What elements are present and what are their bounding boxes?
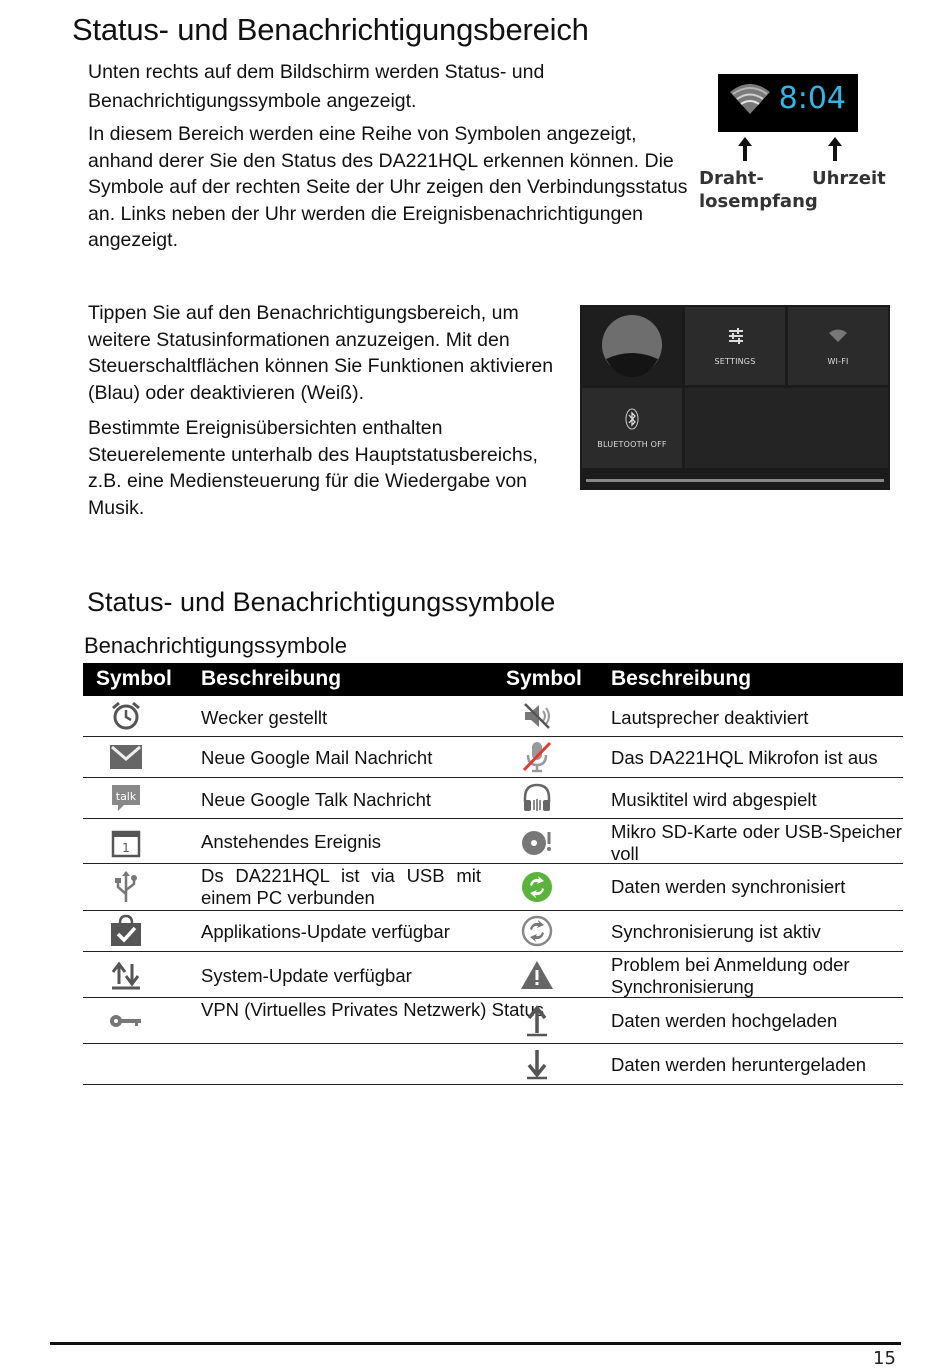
download-icon xyxy=(520,1047,554,1081)
notification-symbols-table xyxy=(83,663,903,1085)
warning-icon xyxy=(520,958,554,992)
header-symbol-left: Symbol xyxy=(96,667,172,690)
arrow-up-icon xyxy=(737,136,753,162)
calendar-icon xyxy=(109,826,143,860)
panel-handle[interactable] xyxy=(586,479,884,482)
vpn-key-icon xyxy=(109,1004,143,1038)
app-update-icon xyxy=(109,914,143,948)
speaker-muted-icon xyxy=(520,699,554,733)
description-cell: Musiktitel wird abgespielt xyxy=(611,789,817,810)
table-row xyxy=(83,952,903,998)
sd-card-full-icon xyxy=(520,825,554,859)
header-symbol-right: Symbol xyxy=(506,667,582,690)
bluetooth-tile-label: BLUETOOTH OFF xyxy=(597,440,667,449)
subsection-heading: Benachrichtigungssymbole xyxy=(84,633,347,658)
page-heading: Status- und Benachrichtigungsbereich xyxy=(72,12,589,47)
alarm-clock-icon xyxy=(109,699,143,733)
status-bar-image xyxy=(718,74,858,132)
mic-muted-icon xyxy=(520,740,554,774)
description-cell: Neue Google Mail Nachricht xyxy=(201,747,433,768)
settings-tile[interactable] xyxy=(685,307,785,385)
empty-tile xyxy=(685,388,888,468)
description-cell: Synchronisierung ist aktiv xyxy=(611,921,821,942)
quick-settings-panel xyxy=(580,305,890,490)
system-update-icon xyxy=(109,958,143,992)
table-row xyxy=(83,911,903,952)
header-description-right: Beschreibung xyxy=(611,667,752,690)
time-label: Uhrzeit xyxy=(812,168,886,189)
table-header xyxy=(83,663,903,696)
table-row xyxy=(83,864,903,911)
talk-icon xyxy=(109,781,143,815)
wireless-label: Draht- losempfang xyxy=(699,168,818,212)
description-cell: System-Update verfügbar xyxy=(201,965,412,986)
wifi-icon xyxy=(730,82,770,121)
controls-paragraph: Bestimmte Ereignisübersichten enthalten Steuerelemente unterhalb des Hauptstatusbereichs, z.B. eine Mediensteuerung für die Wiedergabe von Musik. xyxy=(88,417,538,519)
settings-tile-label: SETTINGS xyxy=(714,357,756,366)
description-cell: Daten werden hochgeladen xyxy=(611,1010,838,1031)
description-cell: Anstehendes Ereignis xyxy=(201,831,381,852)
svg-text:1: 1 xyxy=(122,841,130,855)
description-cell: Daten werden synchronisiert xyxy=(611,876,846,897)
wifi-icon xyxy=(829,329,847,343)
intro-paragraph: Unten rechts auf dem Bildschirm werden Status- und Benachrichtigungssymbole angezeigt. xyxy=(88,61,545,112)
description-cell: Wecker gestellt xyxy=(201,707,328,728)
gmail-icon xyxy=(109,740,143,774)
table-row xyxy=(83,819,903,864)
headphones-icon xyxy=(520,781,554,815)
status-clock: 8:04 xyxy=(778,81,846,116)
user-tile xyxy=(582,307,682,385)
page-number: 15 xyxy=(873,1348,896,1369)
bluetooth-icon xyxy=(625,408,639,430)
arrow-up-icon xyxy=(827,136,843,162)
description-cell: Applikations-Update verfügbar xyxy=(201,921,450,942)
description-cell: Ds DA221HQL ist via USB mit einem PC verbunden xyxy=(201,865,481,908)
description-cell: VPN (Virtuelles Privates Netzwerk) Status xyxy=(201,999,545,1020)
upload-icon xyxy=(520,1004,554,1038)
avatar-icon xyxy=(582,307,682,385)
table-row xyxy=(83,696,903,737)
header-description-left: Beschreibung xyxy=(201,667,342,690)
description-cell: Daten werden heruntergeladen xyxy=(611,1054,867,1075)
description-cell: Neue Google Talk Nachricht xyxy=(201,789,432,810)
tap-paragraph: Tippen Sie auf den Benachrichtigungsbereich, um weitere Statusinformationen anzuzeigen. Mit den Steuerschaltflächen können Sie Funktionen aktivieren (Blau) oder deaktivieren (Weiß). xyxy=(88,302,554,404)
svg-text:talk: talk xyxy=(115,790,137,803)
section-heading: Status- und Benachrichtigungssymbole xyxy=(87,587,556,617)
table-row xyxy=(83,998,903,1044)
usb-icon xyxy=(109,870,143,904)
table-row xyxy=(83,737,903,778)
table-row xyxy=(83,778,903,819)
table-row xyxy=(83,1044,903,1085)
bluetooth-tile[interactable] xyxy=(582,388,682,468)
footer-divider xyxy=(50,1342,901,1345)
status-area-paragraph: In diesem Bereich werden eine Reihe von Symbolen angezeigt, anhand derer Sie den Status des DA221HQL erkennen können. Die Symbole auf der rechten Seite der Uhr zeigen den Verbindungsstatus an. Links neben der Uhr werden die Ereignisbenachrichtigungen angezeigt. xyxy=(88,123,688,251)
sync-active-icon xyxy=(520,914,554,948)
settings-sliders-icon xyxy=(727,327,745,345)
description-cell: Problem bei Anmeldung oder Synchronisierung xyxy=(611,954,850,997)
sync-green-icon xyxy=(520,870,554,904)
wifi-tile[interactable] xyxy=(788,307,888,385)
description-cell: Mikro SD-Karte oder USB-Speicher voll xyxy=(611,821,902,864)
description-cell: Das DA221HQL Mikrofon ist aus xyxy=(611,747,878,768)
description-cell: Lautsprecher deaktiviert xyxy=(611,707,809,728)
wifi-tile-label: WI-FI xyxy=(827,357,849,366)
